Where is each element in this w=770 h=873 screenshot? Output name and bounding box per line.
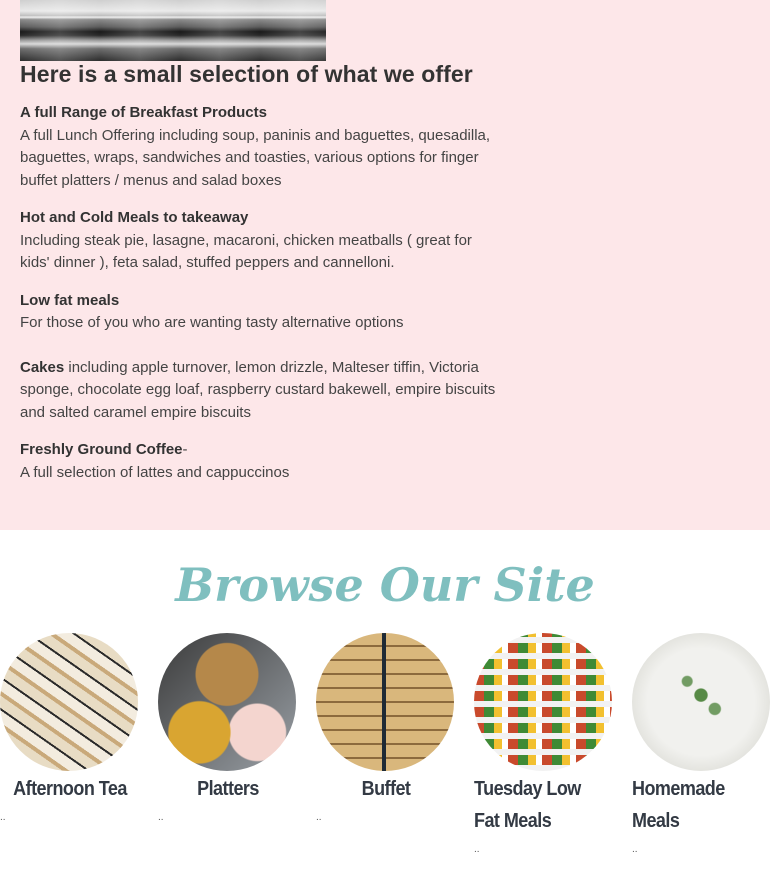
offer-item-coffee	[20, 439, 500, 484]
offer-item-hot-cold-meals	[20, 207, 500, 275]
offer-item-cakes	[20, 357, 500, 425]
browse-card-homemade-meals[interactable]	[632, 633, 770, 855]
offer-item-title: A full Range of Breakfast Products	[20, 104, 267, 121]
browse-card-tuesday-low-fat-meals[interactable]	[474, 633, 614, 855]
buffet-image[interactable]	[316, 633, 454, 771]
tuesday-low-fat-meals-image[interactable]	[474, 633, 612, 771]
homemade-meals-image[interactable]	[632, 633, 770, 771]
browse-card-title[interactable]: Homemade Meals	[632, 778, 725, 832]
browse-card-excerpt: ..	[632, 844, 638, 855]
browse-card-platters[interactable]	[158, 633, 298, 823]
offer-item-title-suffix: -	[182, 441, 188, 458]
offer-item-description: For those of you who are wanting tasty alternative options	[20, 314, 404, 331]
browse-card-title[interactable]: Tuesday Low Fat Meals	[474, 778, 581, 832]
afternoon-tea-image[interactable]	[0, 633, 138, 771]
offer-item-breakfast	[20, 102, 500, 192]
offer-item-description: A full selection of lattes and cappuccinos	[20, 463, 290, 481]
browse-card-title[interactable]: Afternoon Tea	[13, 778, 127, 800]
kitchen-counter-image	[20, 0, 326, 61]
browse-card-excerpt: ..	[158, 812, 164, 823]
offer-item-description: including apple turnover, lemon drizzle, Malteser tiffin, Victoria sponge, chocolate egg loaf, raspberry custard bakewell, empire biscuits and salted caramel empire biscuits	[20, 358, 496, 421]
offer-item-title: Low fat meals	[20, 291, 120, 309]
offer-item-description: Including steak pie, lasagne, macaroni, chicken meatballs ( great for kids' dinner ), feta salad, stuffed peppers and cannelloni.	[20, 231, 472, 271]
browse-card-afternoon-tea[interactable]	[0, 633, 140, 823]
browse-card-buffet[interactable]	[316, 633, 456, 823]
offer-item-low-fat	[20, 290, 500, 335]
browse-card-title[interactable]: Buffet	[361, 778, 411, 800]
offer-item-title: Freshly Ground Coffee	[20, 441, 183, 458]
browse-card-title[interactable]: Platters	[197, 778, 259, 800]
offer-item-title: Cakes	[20, 358, 65, 376]
offer-section-title: Here is a small selection of what we offer	[20, 61, 473, 87]
browse-card-excerpt: ..	[316, 812, 322, 823]
offer-list	[20, 102, 500, 499]
browse-card-excerpt: ..	[0, 812, 6, 823]
platters-image[interactable]	[158, 633, 296, 771]
browse-section-title: Browse Our Site	[175, 558, 595, 612]
browse-card-excerpt: ..	[474, 844, 480, 855]
offer-item-title: Hot and Cold Meals to takeaway	[20, 209, 249, 226]
offer-item-description: A full Lunch Offering including soup, paninis and baguettes, quesadilla, baguettes, wraps, sandwiches and toasties, various options for finger buffet platters / menus and salad boxes	[20, 126, 491, 189]
